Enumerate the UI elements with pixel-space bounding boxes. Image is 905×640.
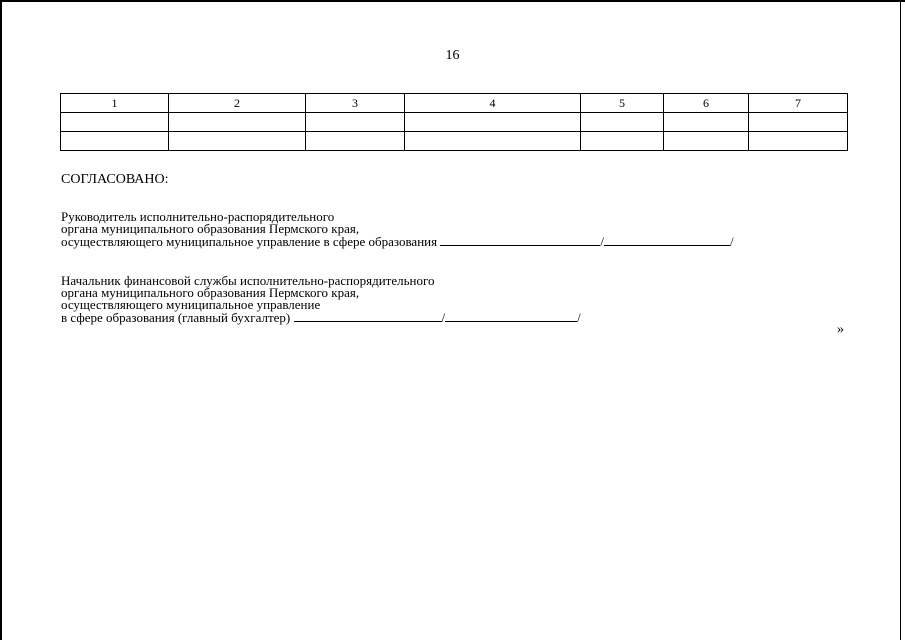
table-cell xyxy=(581,132,664,151)
table-cell xyxy=(61,132,169,151)
table-header-cell: 1 xyxy=(61,94,169,113)
finance-title-text: в сфере образования (главный бухгалтер) xyxy=(61,310,291,325)
head-title-line: Руководитель исполнительно-распорядительного xyxy=(61,209,335,224)
head-signature-separator: / xyxy=(600,234,604,249)
table-header-cell: 5 xyxy=(581,94,664,113)
finance-signature-separator: / xyxy=(441,310,446,325)
scan-border-left xyxy=(0,0,2,640)
finance-title-line: Начальник финансовой службы исполнительно-распорядительного xyxy=(61,273,435,288)
scan-border-top xyxy=(0,0,905,2)
finance-name-field[interactable] xyxy=(445,311,577,322)
head-name-field[interactable] xyxy=(604,235,730,246)
table-row xyxy=(61,113,848,132)
finance-title-line: органа муниципального образования Пермского края, xyxy=(61,285,360,300)
finance-title-line xyxy=(61,311,581,323)
table-header-cell: 7 xyxy=(749,94,848,113)
approval-heading: СОГЛАСОВАНО: xyxy=(61,172,169,187)
table-cell xyxy=(306,132,405,151)
finance-signature-field[interactable] xyxy=(294,311,442,322)
table-cell xyxy=(169,132,306,151)
head-name-separator: / xyxy=(729,234,734,249)
table-cell xyxy=(664,113,749,132)
table-header-cell: 6 xyxy=(664,94,749,113)
table-cell xyxy=(749,132,848,151)
head-title-line xyxy=(61,235,734,247)
table-row xyxy=(61,132,848,151)
table-header-cell: 3 xyxy=(306,94,405,113)
head-title-text: осуществляющего муниципальное управление в сфере образования xyxy=(61,234,438,249)
table-cell xyxy=(749,113,848,132)
table-cell xyxy=(405,113,581,132)
table-cell xyxy=(581,113,664,132)
closing-quote: » xyxy=(837,322,844,337)
table-cell xyxy=(169,113,306,132)
finance-signature-block xyxy=(61,275,581,323)
page-number: 16 xyxy=(445,48,460,63)
table-cell xyxy=(306,113,405,132)
head-signature-block xyxy=(61,211,734,247)
head-title-line: органа муниципального образования Пермского края, xyxy=(61,221,360,236)
finance-title-line: осуществляющего муниципальное управление xyxy=(61,297,321,312)
table-header-row xyxy=(61,94,848,113)
scan-border-right xyxy=(900,0,901,640)
table-cell xyxy=(405,132,581,151)
table-cell xyxy=(664,132,749,151)
table-header-cell: 4 xyxy=(405,94,581,113)
table-header-cell: 2 xyxy=(169,94,306,113)
head-signature-field[interactable] xyxy=(440,235,600,246)
finance-name-separator: / xyxy=(577,310,581,325)
table-cell xyxy=(61,113,169,132)
data-table xyxy=(60,93,848,151)
